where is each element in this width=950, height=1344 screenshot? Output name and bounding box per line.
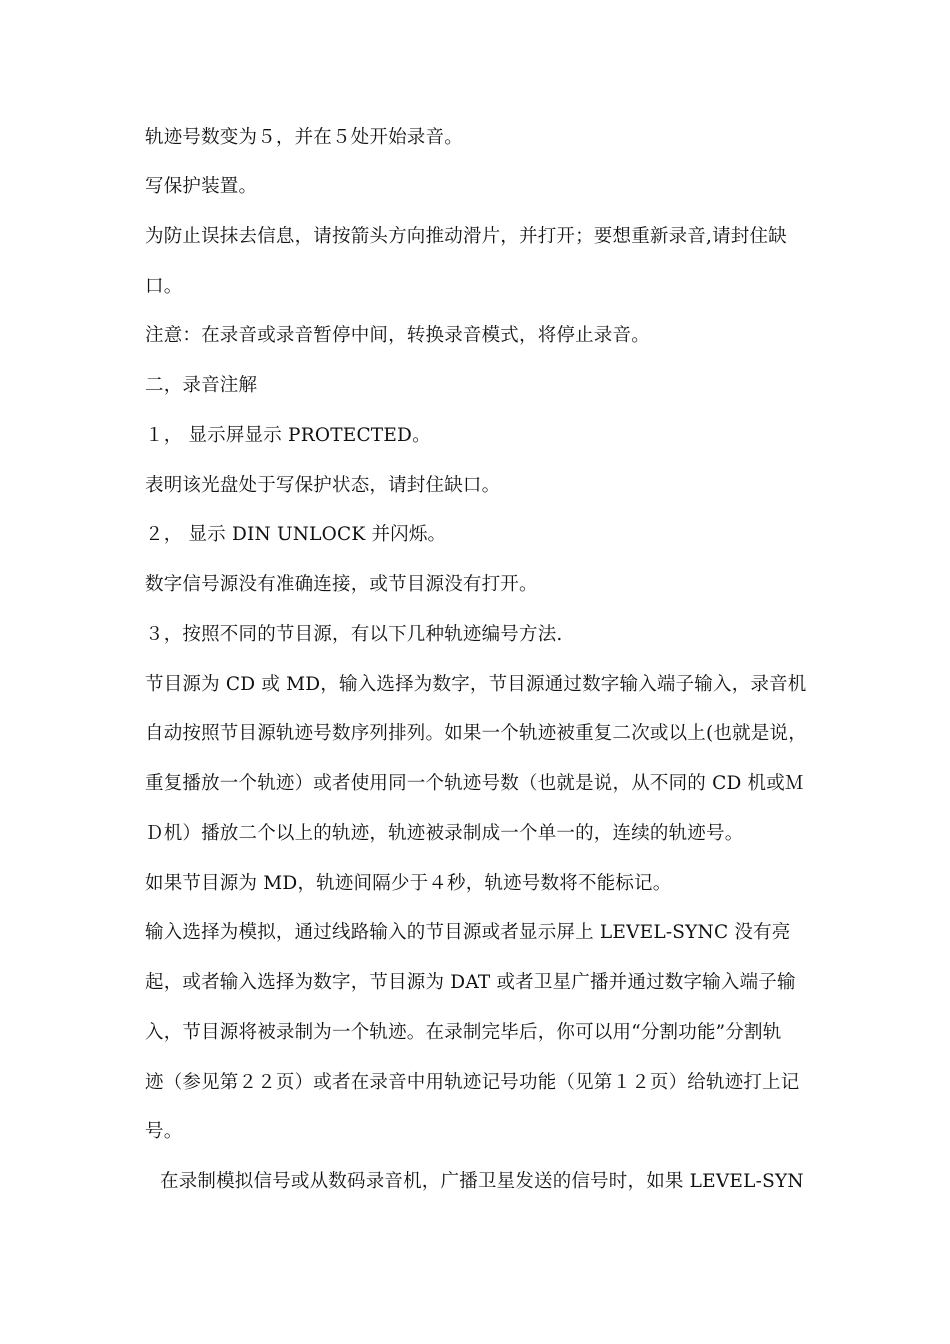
- section-heading: 二，录音注解: [145, 375, 258, 396]
- paragraph-line: 注意：在录音或录音暂停中间，转换录音模式，将停止录音。: [145, 325, 650, 346]
- paragraph-line: 为防止误抹去信息，请按箭头方向推动滑片，并打开；要想重新录音,请封住缺: [145, 226, 787, 247]
- note-item-1: １， 显示屏显示 PROTECTED。: [145, 425, 431, 446]
- note-item-3: ３，按照不同的节目源，有以下几种轨迹编号方法.: [145, 624, 563, 645]
- paragraph-line: 数字信号源没有准确连接，或节目源没有打开。: [145, 574, 538, 595]
- paragraph-line: 入，节目源将被录制为一个轨迹。在录制完毕后，你可以用“分割功能”分割轨: [145, 1022, 782, 1043]
- paragraph-line: 自动按照节目源轨迹号数序列排列。如果一个轨迹被重复二次或以上(也就是说，: [145, 723, 807, 744]
- paragraph-line: 号。: [145, 1121, 183, 1142]
- paragraph-line: 输入选择为模拟，通过线路输入的节目源或者显示屏上 LEVEL-SYNC 没有亮: [145, 922, 791, 943]
- paragraph-line: 重复播放一个轨迹）或者使用同一个轨迹号数（也就是说，从不同的 CD 机或Ｍ: [145, 773, 804, 794]
- paragraph-line: 如果节目源为 MD，轨迹间隔少于４秒，轨迹号数将不能标记。: [145, 873, 672, 894]
- paragraph-line: 在录制模拟信号或从数码录音机，广播卫星发送的信号时，如果 LEVEL-SYN: [160, 1171, 804, 1192]
- paragraph-line: 节目源为 CD 或 MD，输入选择为数字，节目源通过数字输入端子输入，录音机: [145, 674, 807, 695]
- note-item-2: ２， 显示 DIN UNLOCK 并闪烁。: [145, 524, 447, 545]
- paragraph-line: 轨迹号数变为５，并在５处开始录音。: [145, 127, 463, 148]
- paragraph-line: 口。: [145, 276, 183, 297]
- paragraph-line: 起，或者输入选择为数字，节目源为 DAT 或者卫星广播并通过数字输入端子输: [145, 972, 796, 993]
- paragraph-line: 写保护装置。: [145, 176, 258, 197]
- paragraph-line: Ｄ机）播放二个以上的轨迹，轨迹被录制成一个单一的，连续的轨迹号。: [145, 823, 744, 844]
- paragraph-line: 迹（参见第２２页）或者在录音中用轨迹记号功能（见第１２页）给轨迹打上记: [145, 1072, 800, 1093]
- paragraph-line: 表明该光盘处于写保护状态，请封住缺口。: [145, 475, 501, 496]
